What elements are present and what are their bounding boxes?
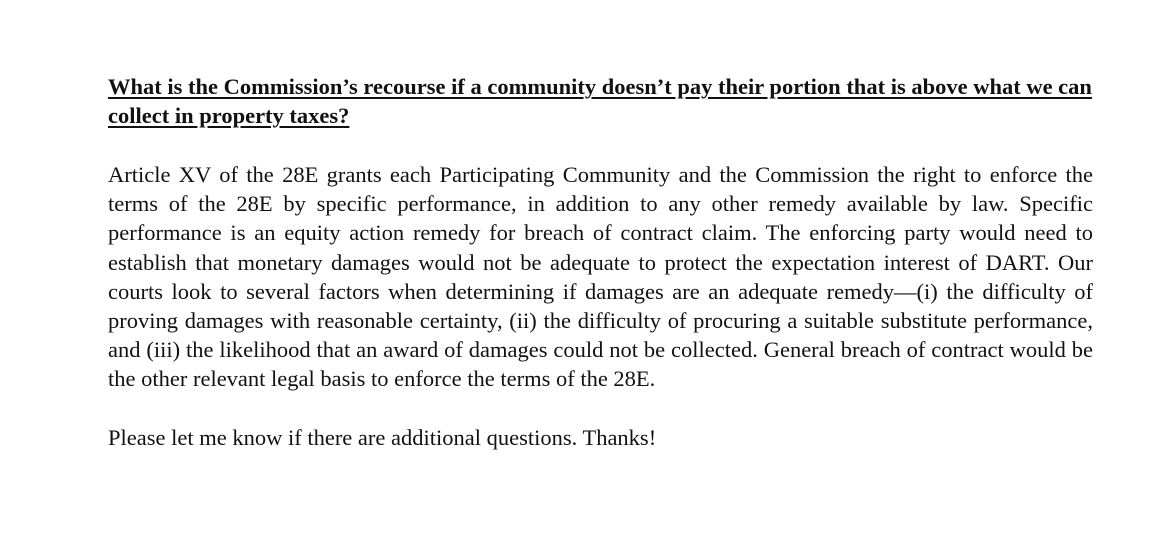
document-body — [108, 72, 1093, 452]
closing-line: Please let me know if there are additional questions. Thanks! — [108, 424, 657, 450]
answer-paragraph: Article XV of the 28E grants each Participating Community and the Commission the right to enforce the terms of the 28E by specific performance, in addition to any other remedy available by law. Specific performance is an equity action remedy for breach of contract claim. The enforcing party would need to establish that monetary damages would not be adequate to protect the expectation interest of DART. Our courts look to several factors when determining if damages are an adequate remedy—(i) the difficulty of proving damages with reasonable certainty, (ii) the difficulty of procuring a suitable substitute performance, and (iii) the likelihood that an award of damages could not be collected. General breach of contract would be the other relevant legal basis to enforce the terms of the 28E. — [108, 162, 1093, 392]
question-heading: What is the Commission’s recourse if a community doesn’t pay their portion that is above what we can collect in property taxes? — [108, 74, 1092, 128]
